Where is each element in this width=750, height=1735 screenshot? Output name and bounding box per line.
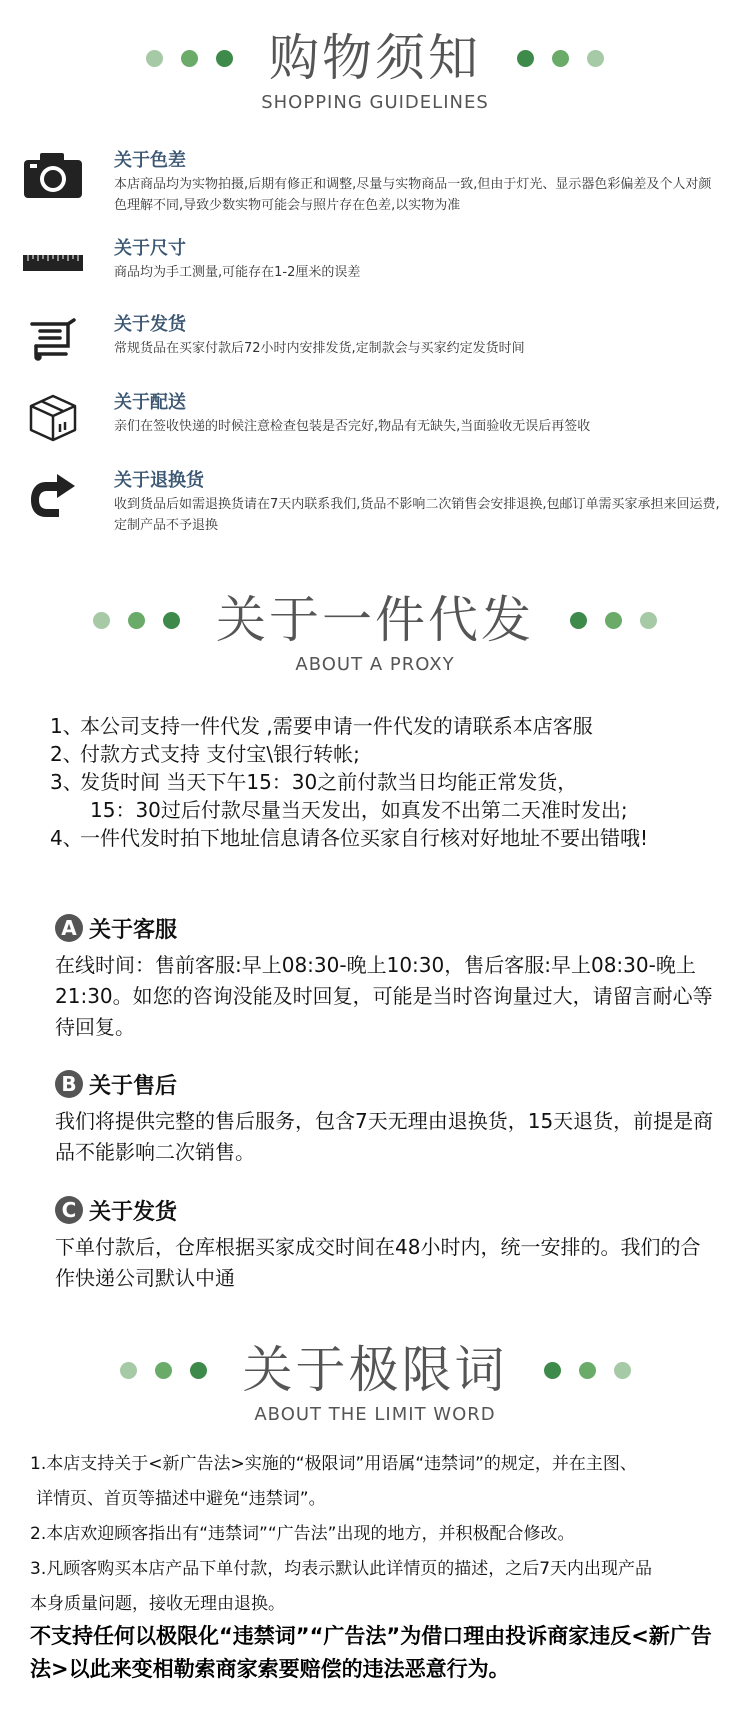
badge-a: A bbox=[55, 914, 83, 942]
after-sales-section bbox=[55, 1068, 715, 1168]
section-text: 在线时间：售前客服:早上08:30-晚上10:30，售后客服:早上08:30-晚上21:30。如您的咨询没能及时回复，可能是当时咨询量过大，请留言耐心等待回复。 bbox=[55, 953, 713, 1039]
notice-title: 关于发货 bbox=[114, 314, 186, 335]
dot-light bbox=[614, 1362, 631, 1379]
notice-shipping bbox=[22, 312, 722, 366]
list-text: 发货时间 当天下午15：30之前付款当日均能正常发货， bbox=[80, 770, 578, 794]
guidelines-subtitle: SHOPPING GUIDELINES bbox=[261, 92, 489, 113]
list-number: 2、 bbox=[50, 742, 83, 766]
list-number: 1、 bbox=[50, 714, 83, 738]
list-item: 1.本店支持关于<新广告法>实施的“极限词”用语属“违禁词”的规定，并在主图、 bbox=[30, 1454, 637, 1474]
section-title: 关于客服 bbox=[89, 917, 178, 943]
limit-list bbox=[30, 1447, 720, 1622]
list-item bbox=[50, 712, 710, 740]
dot-mid bbox=[579, 1362, 596, 1379]
proxy-list bbox=[50, 712, 710, 852]
proxy-subtitle: ABOUT A PROXY bbox=[295, 654, 455, 675]
dot-light bbox=[120, 1362, 137, 1379]
dot-dark bbox=[517, 50, 534, 67]
list-text: 一件代发时拍下地址信息请各位买家自行核对好地址不要出错哦! bbox=[80, 826, 649, 850]
notice-text: 商品均为手工测量,可能存在1-2厘米的误差 bbox=[114, 265, 361, 280]
dot-mid bbox=[181, 50, 198, 67]
list-item: 本身质量问题，接收无理由退换。 bbox=[30, 1594, 285, 1614]
ruler-icon bbox=[22, 236, 84, 290]
package-box-icon bbox=[22, 390, 84, 444]
left-dots bbox=[146, 50, 233, 67]
return-arrow-icon bbox=[22, 468, 84, 522]
section-title: 关于售后 bbox=[89, 1073, 178, 1099]
dot-dark bbox=[190, 1362, 207, 1379]
list-number: 4、 bbox=[50, 826, 83, 850]
notice-returns bbox=[22, 468, 722, 536]
right-dots bbox=[517, 50, 604, 67]
list-item: 详情页、首页等描述中避免“违禁词”。 bbox=[36, 1489, 326, 1509]
dot-light bbox=[587, 50, 604, 67]
badge-b: B bbox=[55, 1070, 83, 1098]
cart-icon bbox=[22, 312, 84, 366]
dot-dark bbox=[544, 1362, 561, 1379]
proxy-title: 关于一件代发 bbox=[216, 591, 534, 649]
list-text: 付款方式支持 支付宝\银行转帐; bbox=[80, 742, 360, 766]
guidelines-title: 购物须知 bbox=[269, 29, 481, 87]
dot-mid bbox=[605, 612, 622, 629]
dot-mid bbox=[552, 50, 569, 67]
limit-warning: 不支持任何以极限化“违禁词”“广告法”为借口理由投诉商家违反<新广告法>以此来变相勒索商家索要赔偿的违法恶意行为。 bbox=[30, 1624, 712, 1681]
right-dots bbox=[570, 612, 657, 629]
notice-text: 本店商品均为实物拍摄,后期有修正和调整,尽量与实物商品一致,但由于灯光、显示器色彩偏差及个人对颜色理解不同,导致少数实物可能会与照片存在色差,以实物为准 bbox=[114, 177, 712, 213]
notice-size bbox=[22, 236, 722, 290]
dot-dark bbox=[216, 50, 233, 67]
list-item: 2.本店欢迎顾客指出有“违禁词”“广告法”出现的地方，并积极配合修改。 bbox=[30, 1524, 575, 1544]
guidelines-header bbox=[0, 26, 750, 113]
dot-light bbox=[146, 50, 163, 67]
right-dots bbox=[544, 1362, 631, 1379]
notice-text: 亲们在签收快递的时候注意检查包装是否完好,物品有无缺失,当面验收无误后再签收 bbox=[114, 419, 591, 434]
list-item bbox=[50, 796, 710, 824]
badge-c: C bbox=[55, 1196, 83, 1224]
notice-delivery bbox=[22, 390, 722, 444]
list-text: 本公司支持一件代发 ,需要申请一件代发的请联系本店客服 bbox=[80, 714, 593, 738]
notice-title: 关于配送 bbox=[114, 392, 186, 413]
dot-light bbox=[93, 612, 110, 629]
list-item bbox=[50, 740, 710, 768]
limit-title: 关于极限词 bbox=[242, 1341, 508, 1399]
list-number: 3、 bbox=[50, 770, 83, 794]
notice-text: 常规货品在买家付款后72小时内安排发货,定制款会与买家约定发货时间 bbox=[114, 341, 525, 356]
proxy-header bbox=[0, 588, 750, 675]
limit-subtitle: ABOUT THE LIMIT WORD bbox=[254, 1404, 496, 1425]
dot-dark bbox=[163, 612, 180, 629]
section-title: 关于发货 bbox=[89, 1199, 178, 1225]
dot-dark bbox=[570, 612, 587, 629]
notice-title: 关于退换货 bbox=[114, 470, 204, 491]
customer-service-section bbox=[55, 912, 715, 1043]
list-text: 15：30过后付款尽量当天发出，如真发不出第二天准时发出; bbox=[90, 798, 628, 822]
list-item bbox=[50, 824, 710, 852]
list-item: 3.凡顾客购买本店产品下单付款，均表示默认此详情页的描述，之后7天内出现产品 bbox=[30, 1559, 653, 1579]
notice-color-difference bbox=[22, 148, 722, 216]
left-dots bbox=[120, 1362, 207, 1379]
dot-light bbox=[640, 612, 657, 629]
section-text: 下单付款后，仓库根据买家成交时间在48小时内，统一安排的。我们的合作快递公司默认中通 bbox=[55, 1235, 701, 1290]
limit-header bbox=[0, 1338, 750, 1425]
notice-title: 关于尺寸 bbox=[114, 238, 186, 259]
dot-mid bbox=[155, 1362, 172, 1379]
notice-text: 收到货品后如需退换货请在7天内联系我们,货品不影响二次销售会安排退换,包邮订单需买家承担来回运费,定制产品不予退换 bbox=[114, 497, 720, 533]
shipping-section bbox=[55, 1194, 715, 1294]
notice-title: 关于色差 bbox=[114, 150, 186, 171]
list-item bbox=[50, 768, 710, 796]
dot-mid bbox=[128, 612, 145, 629]
section-text: 我们将提供完整的售后服务，包含7天无理由退换货，15天退货，前提是商品不能影响二次销售。 bbox=[55, 1109, 714, 1164]
camera-icon bbox=[22, 148, 84, 202]
left-dots bbox=[93, 612, 180, 629]
